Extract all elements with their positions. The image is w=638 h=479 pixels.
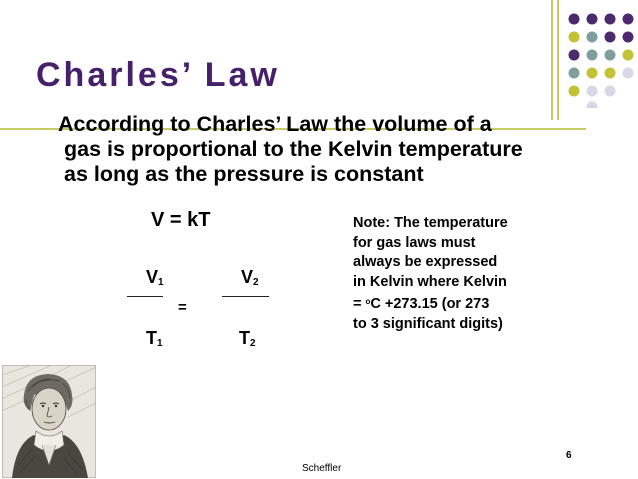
note-line: to 3 significant digits) [353,315,503,332]
formula-equals: = [178,299,187,316]
decorative-vertical-line [551,0,553,120]
fraction-bar [127,296,163,297]
fraction-bar [222,296,269,297]
page-number: 6 [566,450,572,461]
note-line: in Kelvin where Kelvin [353,273,507,290]
body-line: gas is proportional to the Kelvin temperature [64,137,523,161]
decorative-dot-grid [565,10,637,108]
body-line: According to Charles’ Law the volume of a [58,112,492,136]
note-line: Note: The temperature [353,215,508,231]
footer-author: Scheffler [302,463,342,474]
formula-v2: $V_2$ [241,267,259,288]
body-paragraph [58,112,618,187]
formula-t1: $T_1$ [146,328,163,349]
note-text [353,214,563,334]
decorative-vertical-line [557,0,559,120]
note-line: for gas laws must [353,234,476,251]
charles-portrait-image [2,365,96,478]
body-line: as long as the pressure is constant [64,162,424,186]
note-line: = $^o$C +273.15 (or 273 [353,296,490,312]
formula-t2: $T_2$ [239,328,256,349]
note-line: always be expressed [353,254,498,270]
slide-title: Charles’ Law [36,56,280,94]
formula-v-equals-kt: V = kT [151,209,211,231]
formula-v1: $V_1$ [146,267,164,288]
